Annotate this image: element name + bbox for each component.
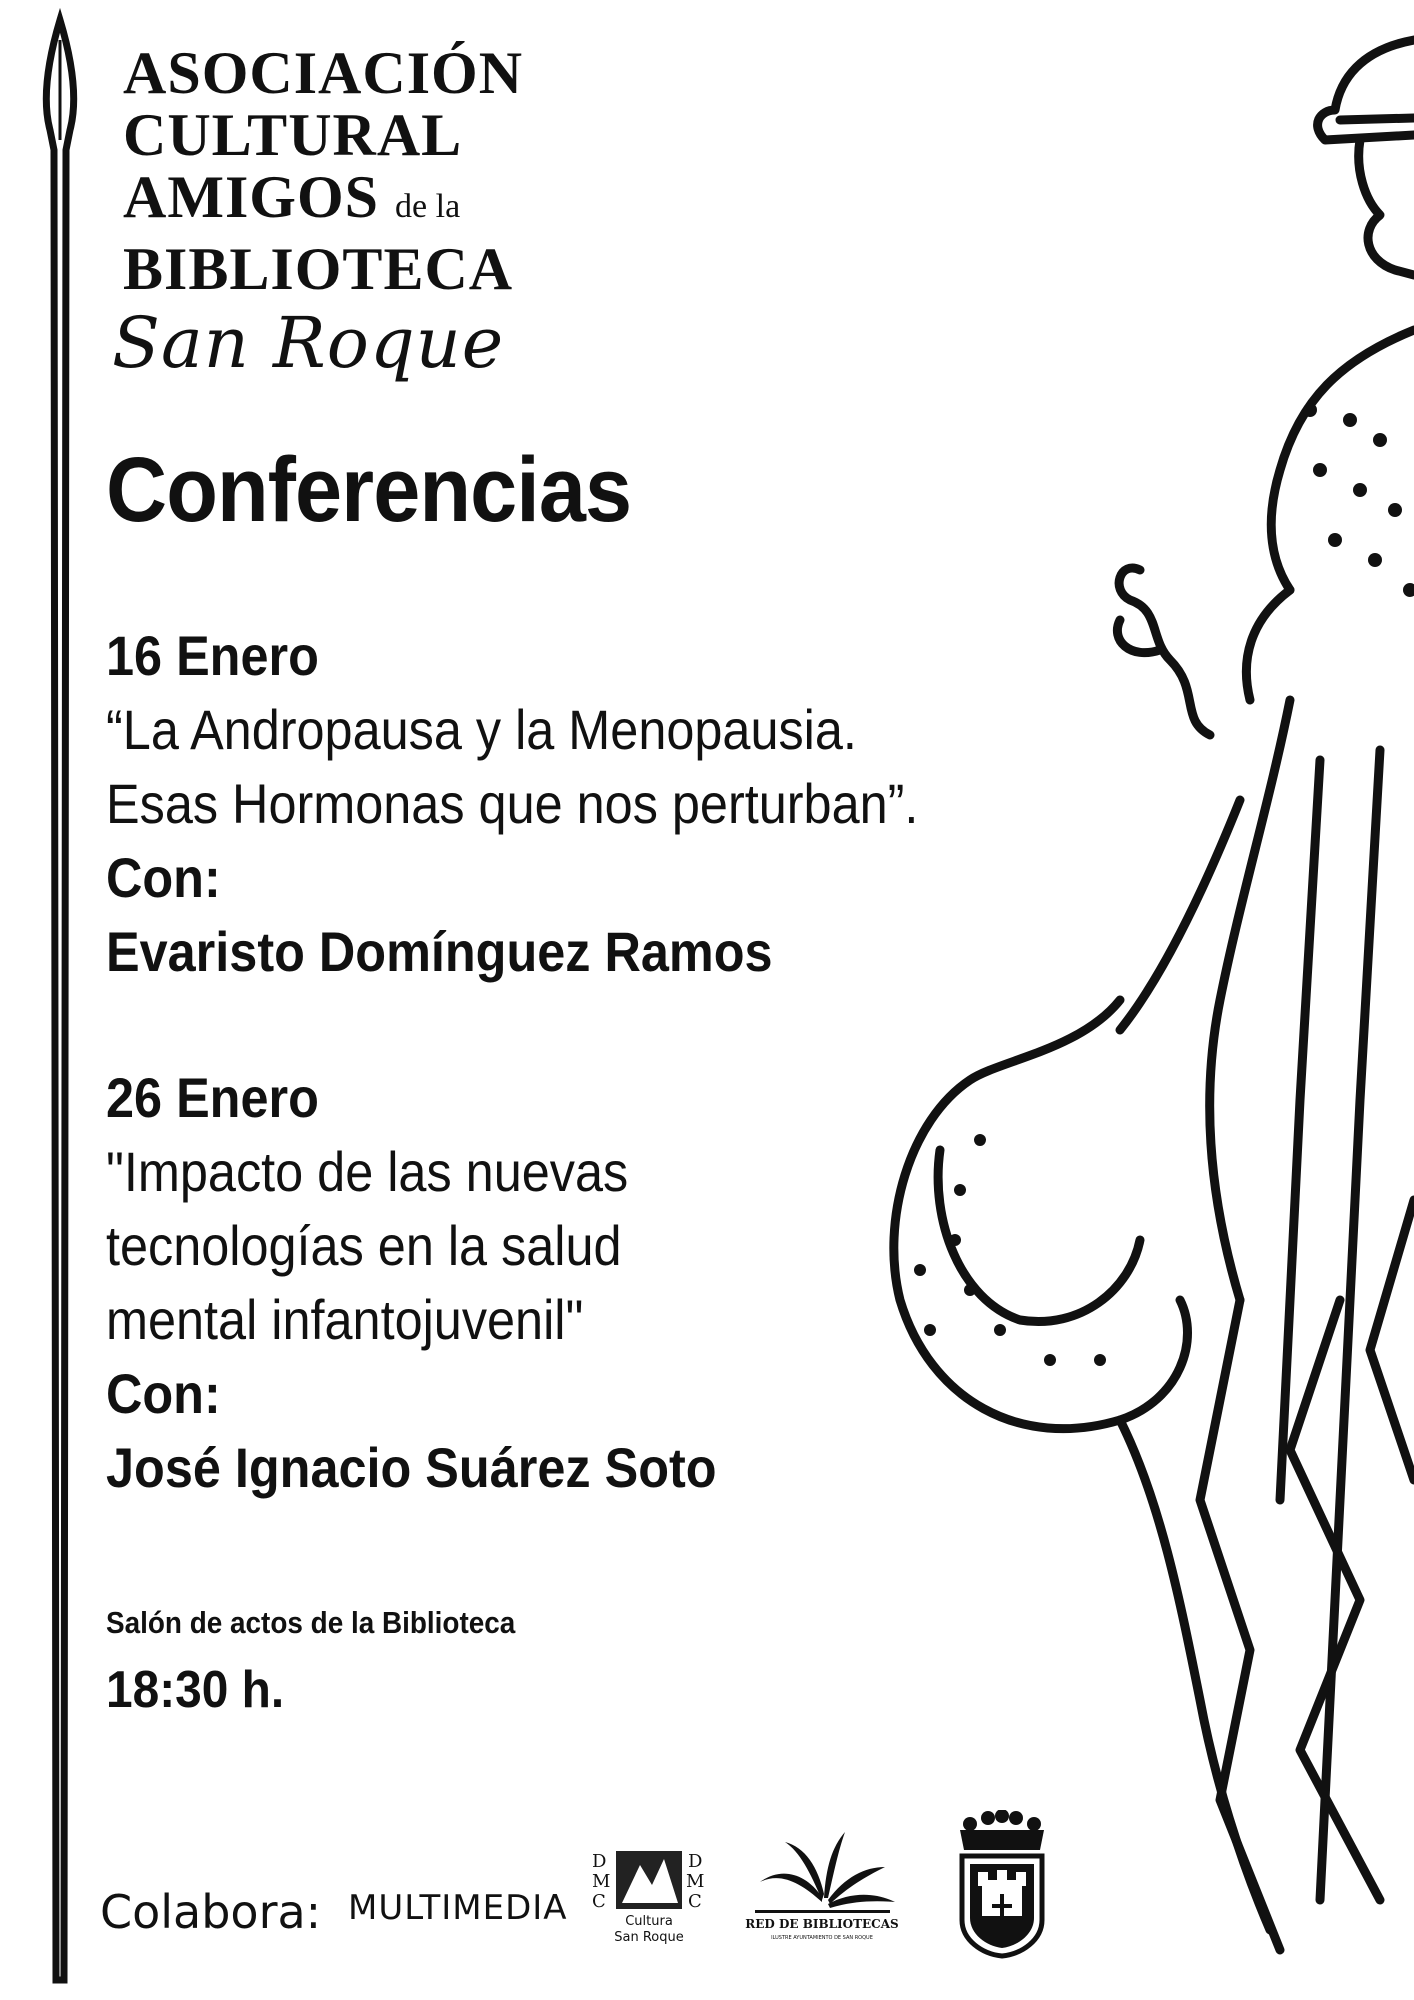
svg-text:C: C <box>688 1891 702 1912</box>
red-bibliotecas-logo <box>740 1822 905 1942</box>
event-1 <box>106 619 918 989</box>
red-sublabel: ILUSTRE AYUNTAMIENTO DE SAN ROQUE <box>771 1935 873 1941</box>
event-time: 18:30 h. <box>106 1661 285 1719</box>
event-2 <box>106 1061 717 1505</box>
page-title: Conferencias <box>106 439 632 541</box>
spear-illustration <box>30 0 90 2000</box>
colabora-label: Colabora: <box>100 1885 322 1939</box>
red-label: RED DE BIBLIOTECAS <box>745 1917 899 1931</box>
event-talk-line: mental infantojuvenil" <box>106 1288 584 1351</box>
venue-text: Salón de actos de la Biblioteca <box>106 1605 516 1640</box>
assoc-line-1: ASOCIACIÓN <box>123 40 524 106</box>
san-roque-script: San Roque <box>112 302 505 384</box>
svg-text:D: D <box>688 1851 703 1872</box>
warrior-figure-illustration <box>820 0 1414 2000</box>
event-speaker: Evaristo Domínguez Ramos <box>106 920 773 983</box>
svg-text:C: C <box>592 1891 606 1912</box>
event-talk-line: Esas Hormonas que nos perturban”. <box>106 772 919 835</box>
event-con-label: Con: <box>106 1362 221 1425</box>
event-talk-line: "Impacto de las nuevas <box>106 1140 629 1203</box>
assoc-line-3-main: AMIGOS <box>123 164 380 230</box>
san-roque-coat-of-arms <box>950 1810 1054 1960</box>
event-talk-line: tecnologías en la salud <box>106 1214 622 1277</box>
assoc-line-2: CULTURAL <box>123 102 463 168</box>
event-talk-line: “La Andropausa y la Menopausia. <box>106 698 857 761</box>
association-name <box>123 42 523 300</box>
svg-text:M: M <box>686 1871 705 1892</box>
san-roque-label: San Roque <box>614 1930 684 1945</box>
assoc-line-3-small: de la <box>395 188 461 225</box>
cultura-label: Cultura <box>625 1914 673 1929</box>
svg-text:D: D <box>592 1851 607 1872</box>
assoc-line-3 <box>123 166 523 238</box>
assoc-line-4: BIBLIOTECA <box>123 236 514 302</box>
event-date: 26 Enero <box>106 1066 319 1129</box>
multimedia-logo: MULTIMEDIA <box>348 1888 568 1928</box>
cultura-san-roque-logo <box>590 1845 708 1945</box>
svg-text:M: M <box>592 1871 611 1892</box>
event-speaker: José Ignacio Suárez Soto <box>106 1436 717 1499</box>
event-con-label: Con: <box>106 846 221 909</box>
event-date: 16 Enero <box>106 624 319 687</box>
